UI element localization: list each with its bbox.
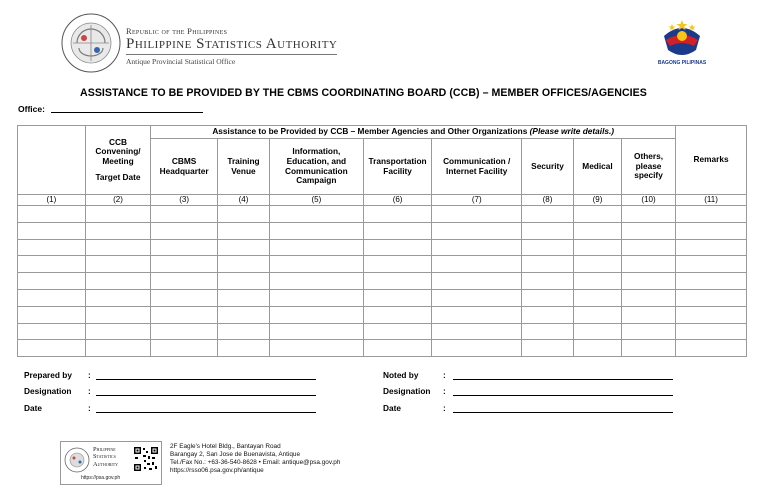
column-number: (2) [85,195,151,206]
prepared-by-line[interactable] [96,371,316,380]
table-cell[interactable] [432,306,522,323]
address-line-1: 2F Eagle's Hotel Bldg., Bantayan Road [170,443,281,450]
table-cell[interactable] [151,239,218,256]
table-cell[interactable] [574,256,622,273]
table-cell[interactable] [676,273,747,290]
table-cell[interactable] [151,340,218,357]
table-cell[interactable] [217,289,269,306]
colon: : [443,370,446,380]
table-cell[interactable] [432,239,522,256]
table-cell[interactable] [363,323,432,340]
column-header: Communication / Internet Facility [432,139,522,195]
qr-code-icon [133,446,159,472]
table-cell[interactable] [522,323,574,340]
table-cell[interactable] [621,206,675,223]
contact-line: Tel./Fax No.: +63-36-540-8628 • Email: antique@psa.gov.ph [170,459,341,466]
bagong-pilipinas-label: BAGONG PILIPINAS [657,60,707,66]
table-cell[interactable] [621,323,675,340]
designation-line[interactable] [96,387,316,396]
footer-name-line1: Philippine [93,446,116,453]
table-cell[interactable] [217,256,269,273]
table-cell[interactable] [18,323,86,340]
website-line: https://rsso06.psa.gov.ph/antique [170,467,264,474]
office-input-line[interactable] [51,112,203,113]
table-cell[interactable] [432,206,522,223]
column-number: (9) [574,195,622,206]
table-cell[interactable] [574,289,622,306]
table-cell[interactable] [270,273,364,290]
table-cell[interactable] [522,340,574,357]
table-cell[interactable] [151,222,218,239]
group-header-main: Assistance to be Provided by CCB – Member Agencies and Other Organizations [212,126,530,137]
table-cell[interactable] [85,289,151,306]
table-cell[interactable] [151,323,218,340]
table-row [18,239,747,256]
table-cell[interactable] [217,340,269,357]
date-label: Date [383,403,401,413]
colon: : [443,386,446,396]
table-cell[interactable] [621,273,675,290]
office-name: Antique Provincial Statistical Office [126,57,236,66]
designation-label: Designation [24,386,72,396]
psa-seal-icon [64,447,90,473]
colon: : [88,403,91,413]
footer-address [170,443,340,475]
table-cell[interactable] [522,273,574,290]
target-date-label: Target Date [95,171,141,182]
colon: : [443,403,446,413]
table-cell[interactable] [85,340,151,357]
table-cell[interactable] [270,306,364,323]
table-cell[interactable] [574,323,622,340]
table-cell[interactable] [151,273,218,290]
table-cell[interactable] [676,306,747,323]
table-cell[interactable] [621,306,675,323]
column-number: (3) [151,195,218,206]
table-row [18,323,747,340]
table-cell[interactable] [18,340,86,357]
table-cell[interactable] [621,222,675,239]
agency-block [126,26,337,66]
table-cell[interactable] [676,206,747,223]
agency-name: Philippine Statistics Authority [126,36,337,55]
table-cell[interactable] [432,289,522,306]
table-cell[interactable] [363,256,432,273]
table-cell[interactable] [522,239,574,256]
table-cell[interactable] [217,273,269,290]
table-cell[interactable] [151,256,218,273]
column-header: Medical [574,139,622,195]
column-header: Training Venue [217,139,269,195]
table-cell[interactable] [522,289,574,306]
table-cell[interactable] [85,256,151,273]
table-row [18,206,747,223]
table-cell[interactable] [270,323,364,340]
column-header: CBMS Headquarter [151,139,218,195]
table-cell[interactable] [18,239,86,256]
table-cell[interactable] [574,273,622,290]
table-cell[interactable] [85,323,151,340]
table-cell[interactable] [151,306,218,323]
table-cell[interactable] [574,340,622,357]
table-cell[interactable] [621,239,675,256]
colon: : [88,386,91,396]
table-cell[interactable] [621,256,675,273]
table-cell[interactable] [574,206,622,223]
date-label: Date [24,403,42,413]
table-cell[interactable] [363,289,432,306]
table-cell[interactable] [676,289,747,306]
table-cell[interactable] [270,340,364,357]
column-number: (10) [621,195,675,206]
table-cell[interactable] [270,206,364,223]
footer-logo-url: https://psa.gov.ph [81,475,121,481]
noted-by-label: Noted by [383,370,419,380]
table-cell[interactable] [574,306,622,323]
col-1-header [18,126,86,195]
footer-name-line2: Statistics [93,453,116,461]
table-cell[interactable] [522,256,574,273]
table-cell[interactable] [18,306,86,323]
table-cell[interactable] [18,289,86,306]
table-cell[interactable] [217,239,269,256]
table-cell[interactable] [85,222,151,239]
footer-psa-logo [60,441,162,485]
table-row [18,306,747,323]
column-header: Others, please specify [621,139,675,195]
table-row [18,289,747,306]
table-cell[interactable] [18,222,86,239]
table-row [18,273,747,290]
table-cell[interactable] [151,206,218,223]
table-cell[interactable] [270,239,364,256]
table-cell[interactable] [18,273,86,290]
date-line[interactable] [96,404,316,413]
table-cell[interactable] [363,206,432,223]
table-cell[interactable] [676,239,747,256]
column-number: (6) [363,195,432,206]
psa-seal-icon [60,12,122,74]
column-number: (1) [18,195,86,206]
table-cell[interactable] [574,239,622,256]
table-cell[interactable] [676,323,747,340]
table-cell[interactable] [363,239,432,256]
table-cell[interactable] [217,222,269,239]
table-cell[interactable] [432,222,522,239]
table-cell[interactable] [151,289,218,306]
footer-agency-name [93,446,118,468]
office-label: Office: [18,104,45,114]
table-row [18,340,747,357]
table-cell[interactable] [270,222,364,239]
convening-label: Convening/ Meeting [95,146,141,166]
table-cell[interactable] [676,222,747,239]
column-number: (5) [270,195,364,206]
table-cell[interactable] [217,206,269,223]
table-cell[interactable] [18,256,86,273]
col-remarks-header: Remarks [676,126,747,195]
table-cell[interactable] [217,306,269,323]
table-cell[interactable] [363,340,432,357]
table-cell[interactable] [85,206,151,223]
table-cell[interactable] [432,340,522,357]
table-cell[interactable] [621,289,675,306]
table-cell[interactable] [270,256,364,273]
table-cell[interactable] [522,222,574,239]
column-number: (11) [676,195,747,206]
noted-block [383,370,683,418]
noted-date-line[interactable] [453,404,673,413]
table-cell[interactable] [676,256,747,273]
table-row [18,256,747,273]
table-cell[interactable] [574,222,622,239]
letterhead [60,12,760,74]
noted-designation-line[interactable] [453,387,673,396]
table-cell[interactable] [432,323,522,340]
column-number: (4) [217,195,269,206]
table-cell[interactable] [432,273,522,290]
table-cell[interactable] [363,306,432,323]
table-cell[interactable] [621,340,675,357]
column-header: Information, Education, and Communication Campaign [270,139,364,195]
table-cell[interactable] [363,222,432,239]
republic-label: Republic of the Philippines [126,26,228,36]
table-cell[interactable] [270,289,364,306]
designation-label: Designation [383,386,431,396]
ccb-label: CCB [109,136,127,147]
table-cell[interactable] [217,323,269,340]
table-row [18,222,747,239]
table-cell[interactable] [85,273,151,290]
table-cell[interactable] [676,340,747,357]
col-ccb-header [85,126,151,195]
table-cell[interactable] [522,306,574,323]
form-title: ASSISTANCE TO BE PROVIDED BY THE CBMS COORDINATING BOARD (CCB) – MEMBER OFFICES/AGENCIES [80,87,647,99]
colon: : [88,370,91,380]
column-number: (7) [432,195,522,206]
table-cell[interactable] [85,306,151,323]
group-header-note: (Please write details.) [529,126,615,137]
noted-by-line[interactable] [453,371,673,380]
footer-name-line3: Authority [93,460,119,468]
assistance-table [17,125,747,357]
table-cell[interactable] [522,206,574,223]
prepared-by-label: Prepared by [24,370,72,380]
column-header: Transportation Facility [363,139,432,195]
table-cell[interactable] [363,273,432,290]
table-cell[interactable] [432,256,522,273]
prepared-block [24,370,334,418]
table-cell[interactable] [18,206,86,223]
column-number: (8) [522,195,574,206]
column-header: Security [522,139,574,195]
table-cell[interactable] [85,239,151,256]
address-line-2: Barangay 2, San Jose de Buenavista, Antique [170,451,301,458]
group-header [151,126,676,139]
office-field [18,104,203,114]
